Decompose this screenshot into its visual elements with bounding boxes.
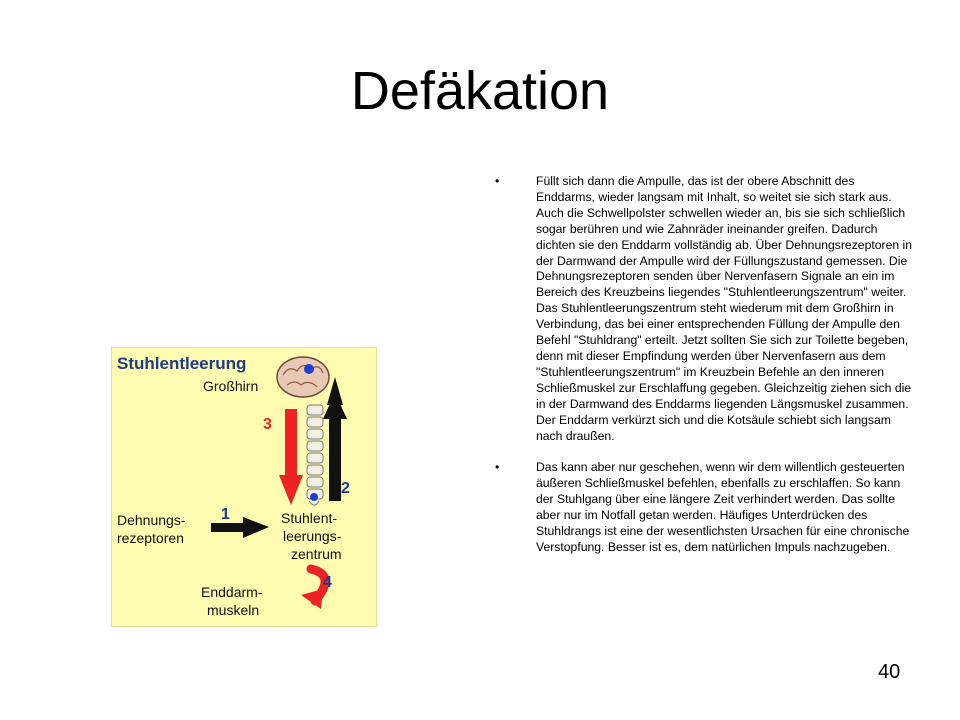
slide-title: Defäkation bbox=[350, 61, 610, 121]
label-receptors-line1: Dehnungs- bbox=[117, 512, 186, 528]
label-muscles-line2: muskeln bbox=[207, 602, 260, 618]
label-receptors-line2: rezeptoren bbox=[117, 530, 184, 546]
defecation-diagram bbox=[111, 347, 377, 627]
bullet-text: Füllt sich dann die Ampulle, das ist der obere Abschnitt des Enddarms, wieder langsam mit Inhalt, so weitet sie sich stark aus. Auch die Schwellpolster schwellen wieder an, bis sie sich schließlich sogar berühren und wie Zahnräder ineinander greifen. Dadurch dichten sie den Enddarm vollständig ab. Über Dehnungsrezeptoren in der Darmwand der Ampulle wird der Füllungszustand gemessen. Die Dehnungsrezeptoren senden über Nervenfasern Signale an ein im Bereich des Kreuzbeins liegendes "Stuhlentleerungszentrum" weiter. Das Stuhlentleerungszentrum steht wiederum mit dem Großhirn in Verbindung, das bei einer entsprechenden Füllung der Ampulle den Befehl "Stuhldrang" erteilt. Jetzt sollten Sie sich zur Toilette begeben, denn mit dieser Empfindung werden über Nervenfasern aus dem "Stuhlentleerungszentrum" im Kreuzbein Befehle an den inneren Schließmuskel zur Erschlaffung gegeben. Gleichzeitig ziehen sich die in der Darmwand des Enddarms liegenden Längsmuskel zusammen. Der Enddarm verkürzt sich und die Kotsäule schiebt sich langsam nach draußen. bbox=[536, 174, 913, 443]
bullet-item bbox=[492, 460, 912, 555]
bullet-marker: • bbox=[495, 174, 500, 188]
brain-icon bbox=[277, 357, 329, 397]
label-muscles-line1: Enddarm- bbox=[201, 584, 263, 600]
step-4-label: 4 bbox=[323, 574, 332, 591]
spine-icon bbox=[307, 405, 323, 505]
step-2-label: 2 bbox=[341, 480, 350, 497]
bullet-item bbox=[492, 174, 912, 444]
label-center-line3: zentrum bbox=[291, 546, 342, 562]
diagram-heading: Stuhlentleerung bbox=[117, 354, 247, 373]
step-1-label: 1 bbox=[221, 506, 230, 523]
label-center-line1: Stuhlent- bbox=[281, 510, 338, 526]
label-brain: Großhirn bbox=[203, 378, 259, 394]
label-center-line2: leerungs- bbox=[283, 528, 342, 544]
step-3-label: 3 bbox=[263, 416, 272, 433]
page-number: 40 bbox=[878, 661, 901, 683]
bullet-list bbox=[492, 174, 912, 556]
bullet-marker: • bbox=[495, 460, 500, 475]
bullet-text: Das kann aber nur geschehen, wenn wir dem willentlich gesteuerten äußeren Schließmuskel befehlen, ebenfalls zu erschlaffen. So kann der Stuhlgang über eine längere Zeit verhindert werden. Das sollte aber nur im Notfall getan werden. Häufiges Unterdrücken des Stuhldrangs ist eine der wesentlichsten Ursachen für eine chronische Verstopfung. Besser ist es, dem natürlichen Impuls nachzugeben. bbox=[536, 460, 910, 554]
